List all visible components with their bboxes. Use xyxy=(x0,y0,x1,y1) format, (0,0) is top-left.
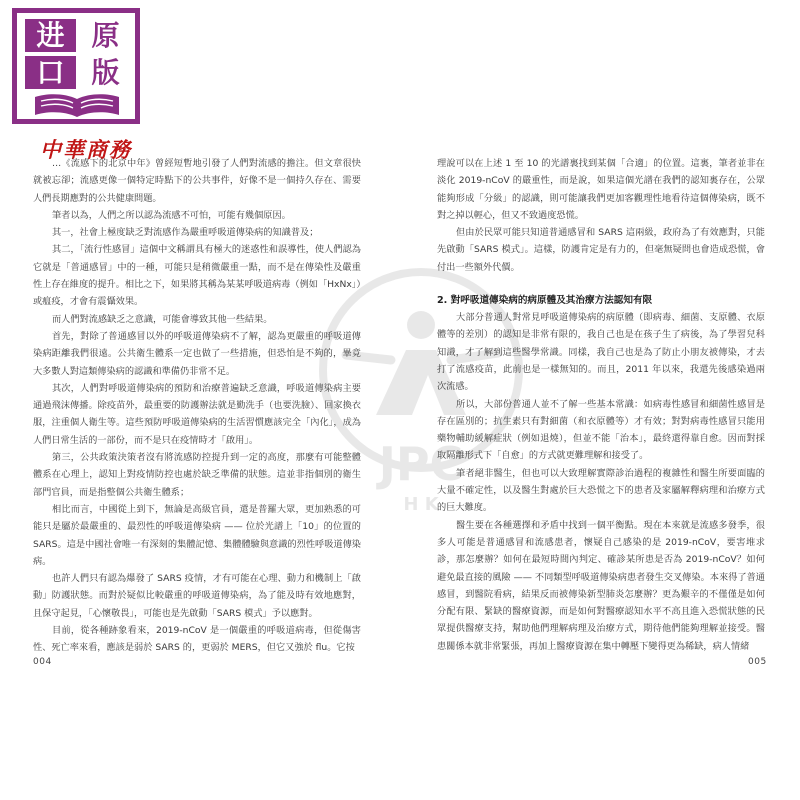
paragraph: 相比而言，中國從上到下，無論是高級官員，還是普羅大眾，更加熟悉的可能只是屬於最嚴重的、最烈性的呼吸道傳染病 —— 位於光譜上「10」的位置的 SARS。這是中國社會唯一有深刻的集體記憶、集體體驗與意識的烈性呼吸道傳染病。 xyxy=(33,503,361,567)
paragraph: 首先，對除了普通感冒以外的呼吸道傳染病不了解，認為更嚴重的呼吸道傳染病距離我們很遠。公共衛生體系一定也做了一些措施，但恐怕是不夠的，畢竟大多數人對這類傳染病的認識和準備仍非常不足。 xyxy=(33,330,361,377)
paragraph: 第三，公共政策決策者沒有將流感防控提升到一定的高度，那麼有可能整體體系在心理上，認知上對疫情防控也處於缺乏準備的狀態。這並非指個別的衛生部門官員，而是指整個公共衛生體系； xyxy=(33,452,361,498)
badge-char: 进 xyxy=(25,19,76,52)
paragraph: 理說可以在上述 1 至 10 的光譜裏找到某個「合適」的位置。這裏，筆者並非在淡化 2019-nCoV 的嚴重性，而是說，如果這個光譜在我們的認知裏存在，公眾能夠形成「分級」的認識，則可能讓我們更加客觀理性地看待這個傳染病，既不對之掉以輕心，但又不致過度恐慌。 xyxy=(437,158,765,221)
open-book-icon xyxy=(33,93,121,119)
badge-char: 口 xyxy=(25,56,76,89)
section-heading: 2. 對呼吸道傳染病的病原體及其治療方法認知有限 xyxy=(437,295,653,307)
paragraph: 醫生要在各種選擇和矛盾中找到一個平衡點。現在本來就是流感多發季，很多人可能是普通感冒和流感患者，懷疑自己感染的是 2019-nCoV，要害堆求診，那怎麼辦？如何在最短時間內判定、確診某所患是否為 2019-nCoV？如何避免最直接的風險 —— 不同類型呼吸道傳染病患者發生交叉傳染。本來得了普通感冒，到醫院看病，結果反而被傳染新型肺炎怎麼辦？更為艱辛的不僅僅是如何分配有限、緊缺的醫療資源，而是如何對醫療認知水平不高且進入恐慌狀態的民眾提供醫療支持，幫助他們理解病理及治療方式，期待他們能夠理解並接受。醫患關係本就非常緊張，再加上醫療資源在集中轉壓下變得更為稀缺，病人情緒 xyxy=(437,519,765,652)
left-page-body xyxy=(33,155,361,657)
svg-text:JPC: JPC xyxy=(378,437,464,491)
import-edition-badge xyxy=(12,8,140,124)
paragraph: 其一，社會上極度缺乏對流感作為嚴重呼吸道傳染病的知識普及； xyxy=(52,227,319,239)
badge-char: 版 xyxy=(80,56,131,89)
publisher-logo: 中華商務 xyxy=(40,137,132,162)
paragraph: 但由於民眾可能只知道普通感冒和 SARS 這兩級，政府為了有效應對，只能先啟動「SARS 模式」。這樣，防護肯定是有力的，但毫無疑問也會造成恐慌，會付出一些額外代價。 xyxy=(437,227,765,273)
page-number-right: 005 xyxy=(748,657,767,667)
paragraph: …《流感下的北京中年》曾經短暫地引發了人們對流感的擔注。但文章很快就被忘卻；流感更像一個特定時點下的公共事件，好像不是一個持久存在、需要人們長期應對的公共健康問題。 xyxy=(33,158,361,204)
paragraph: 筆者以為，人們之所以認為流感不可怕，可能有幾個原因。 xyxy=(52,209,291,221)
paragraph: 大部分普通人對常見呼吸道傳染病的病原體（即病毒、細菌、支原體、衣原體等的差別）的認知是非常有限的，我自己也是在孩子生了病後，為了學習兒科知識，才了解到這些醫學常識。同樣，我自己也是為了防止小朋友被傳染，才去打了流感疫苗，此前也是一樣無知的。而且，2011 年以來，我還先後感染過兩次流感。 xyxy=(437,312,765,393)
paragraph: 目前，從各種跡象看來，2019-nCoV 是一個嚴重的呼吸道病毒，但從傷害性、死亡率來看，應該是弱於 SARS 的，更弱於 MERS，但它又強於 flu。它按 xyxy=(33,625,361,654)
badge-char: 原 xyxy=(80,19,131,52)
paragraph: 也許人們只有認為爆發了 SARS 疫情，才有可能在心理、動力和機制上「啟動」防護狀態。而對於疑似比較嚴重的呼吸道傳染病，為了能及時有效地應對，且保守起見，「心懷敬畏」，可能也是先啟動「SARS 模式」予以應對。 xyxy=(33,573,361,619)
paragraph: 所以，大部份普通人並不了解一些基本常識：如病毒性感冒和細菌性感冒是存在區別的；抗生素只有對細菌（和衣原體等）才有效；對對病毒性感冒只能用藥物輔助緩解症狀（例如退燒），但並不能「治本」，最終還得靠自愈。因而對採取隔離形式下「自愈」的方式就更難理解和接受了。 xyxy=(437,398,765,462)
svg-text:H K: H K xyxy=(403,494,439,515)
page-number-left: 004 xyxy=(33,657,52,667)
paragraph: 其次，人們對呼吸道傳染病的預防和治療普遍缺乏意識，呼吸道傳染病主要通過飛沫傳播。除疫苗外，最重要的防護辦法就是勤洗手（也要洗臉）、回家換衣服，注重個人衛生等。這些預防呼吸道傳染病的生活習慣應該完全「內化」，成為人們日常生活的一部份，而不是只在疫情時才「啟用」。 xyxy=(33,382,361,446)
right-page-body xyxy=(437,155,765,655)
paragraph: 而人們對流感缺乏之意識，可能會導致其他一些結果。 xyxy=(52,313,273,325)
paragraph: 其二，「流行性感冒」這個中文稱謂具有極大的迷惑性和誤導性，使人們認為它就是「普通感冒」中的一種，可能只是稍微嚴重一點，而不是在傳染性及嚴重性上存在維度的提升。相比之下，如果將其稱為某某呼吸道病毒（例如「HxNx」）或瘟疫，才會有震懾效果。 xyxy=(33,244,361,308)
paragraph: 筆者絕非醫生，但也可以大致理解實際診治過程的複雜性和醫生所要面臨的大量不確定性，以及醫生對處於巨大恐慌之下的患者及家屬解釋病理和治療方式的巨大難度。 xyxy=(437,467,765,514)
